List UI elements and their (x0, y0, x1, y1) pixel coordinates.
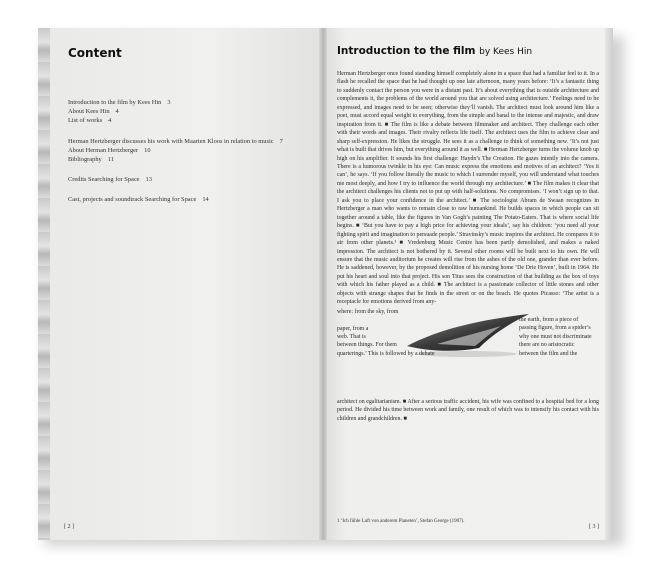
toc-entry-label: About Kees Hin (68, 108, 110, 116)
toc-entry-page: 10 (144, 146, 151, 154)
page-edge-strip (38, 28, 50, 540)
toc-entry[interactable] (68, 146, 318, 155)
toc-entry-page: 4 (108, 117, 112, 125)
toc-entry[interactable] (68, 137, 318, 146)
toc-entry[interactable] (68, 195, 318, 204)
toc-group (68, 175, 318, 184)
intro-byline: by Kees Hin (479, 47, 533, 57)
page-edge-right (605, 28, 613, 540)
toc-entry-page: 4 (115, 108, 119, 116)
intro-title: Introduction to the film (337, 45, 476, 57)
toc-entry[interactable] (68, 175, 318, 184)
wrap-text-line: there are no aristocratic (519, 342, 575, 349)
toc-entry-page: 14 (202, 196, 209, 204)
wrap-text-line: paper, from a (337, 325, 369, 332)
toc-entry[interactable] (68, 116, 318, 125)
toc-entry-label: Cast, projects and soundtrack Searching for Space (68, 196, 197, 204)
wrap-text-line: why one must not discriminate (519, 333, 592, 340)
toc-entry-page: 3 (167, 99, 171, 106)
toc-group (68, 98, 318, 126)
page-number-right: [ 3 ] (589, 524, 599, 530)
wrap-text-line: quarterings.’ This is followed by a debate (337, 350, 435, 357)
wrap-text-line: passing figure, from a spider’s (519, 325, 591, 332)
toc-entry-label: Introduction to the film by Kees Hin (68, 99, 162, 106)
left-page (38, 28, 323, 540)
wrap-text-line: between the film and the (519, 350, 578, 357)
content-title: Content (68, 46, 122, 60)
toc-entry-label: Credits Searching for Space (68, 176, 140, 184)
wrap-text-line: the earth, from a piece of (519, 316, 579, 323)
toc-entry-page: 13 (145, 176, 152, 184)
toc-group (68, 137, 318, 165)
wrap-text-right (519, 316, 599, 358)
toc-entry-label: List of works (68, 117, 103, 125)
toc-entry-page: 11 (107, 156, 114, 164)
right-page (323, 28, 613, 540)
toc-entry[interactable] (68, 98, 318, 107)
intro-body (337, 70, 599, 423)
book-gutter (319, 28, 327, 540)
toc-entry[interactable] (68, 107, 318, 116)
footnote: 1 ‘Ich fühle Luft von anderem Planeten’, Stefan George (1907). (337, 519, 465, 524)
intro-heading (337, 45, 532, 57)
toc-entry[interactable] (68, 155, 318, 164)
figure-wrap-area (337, 308, 599, 426)
intro-paragraph: Herman Hertzberger once found standing himself completely alone in a space that had a familiar feel to it. In a flash he recalled the space that he had thought up one late afternoon, many years before: ‘It’s a fantastic thing to suddenly contact the person you were in a distant past. It’s about everything that is outside architecture and complements it, the problems of the world around you that are solved using architecture.’ Feelings need to be expressed, and images need to be seen; otherwise they’ll vanish. The architect must look around him like a poet, must accord equal weight to everything, from the simple and banal to the intense and majestic, and draw inspiration from it. ■ The film is like a debate between filmmaker and architect. They challenge each other with their words and images. Their rivalry reflects life itself. The architect uses the film to achieve clear and sharp self-expression. He likes the struggle. He sees it as a challenge to think of something new. ‘It’s not just what is built that drives him, but everything around it as well. ■ Herman Hertzberger turns the volume knob up high on his amplifier. It sounds his first challenge: Haydn’s The Creation. He gazes intently into the camera. There is a humorous twinkle in his eye: Can music express the emotions and motives of an architect? ‘Yes it can’, he says. ‘If you follow literally the music to which I surrender myself, you will understand what touches me most deeply, and how I try to influence the world through my architecture.’ ■ The film makes it clear that the architect challenges his clients not to put up with half-solutions. No compromises. ‘I won’t sign up to that. I ask you to place your confidence in the architect.’ ■ The sociologist Abram de Swaan recognizes in Hertzberger a man who wants to remain close to raw humankind. He builds spaces in which people can sit together around a table, like the figures in Van Gogh’s painting The Potato-Eaters. That is where social life begins. ■ ‘But you have to pay a high price for achieving your ideals’, say his children: ‘you need all your fighting spirit and imagination to persuade people.’ Stravinsky’s music inspires the architect. He compares it to air from other planets.¹ ■ Vredenburg Music Centre has been partly demolished, and makes a naked impression. The architect is not bothered by it. Several other rooms will be built next to his own. He will ensure that the music auditorium he creates will rise from the ashes of the old one, grander than ever before. He is saddened, however, by the proposed demolition of his nursing home ‘De Drie Hoven’, built in 1964. He put his heart and soul into that project. His son Titus sees the construction of that building as the box of toys with which his father played as a child. ■ The architect is a passionate collector of little stones and other objects with strange shapes that he finds in the street or on the beach. He quotes Picasso: ‘The artist is a receptacle for emotions derived from any- (337, 71, 599, 306)
sculpture-image (397, 308, 537, 360)
toc-entry-label: About Herman Hertzberger (68, 146, 139, 154)
wrap-text-line: web. That is (337, 334, 366, 341)
page-number-left: [ 2 ] (64, 524, 74, 530)
wrap-text-line: where: from the sky, from (337, 308, 399, 315)
table-of-contents (68, 98, 318, 216)
toc-entry-label: Bibliography (68, 156, 102, 164)
toc-group (68, 195, 318, 204)
wrap-text-line: between things. For them (337, 342, 397, 349)
toc-entry-label: Herman Hertzberger discusses his work with Maarten Kloos in relation to music (68, 137, 274, 145)
after-figure-paragraph: architect on egalitarianism. ■ After a serious traffic accident, his wife was confined to a hospital bed for a long period. He divided his time between work and family, one result of which was to intensify his contact with his children and grandchildren. ■ (337, 398, 599, 422)
toc-entry-page: 7 (279, 137, 283, 145)
